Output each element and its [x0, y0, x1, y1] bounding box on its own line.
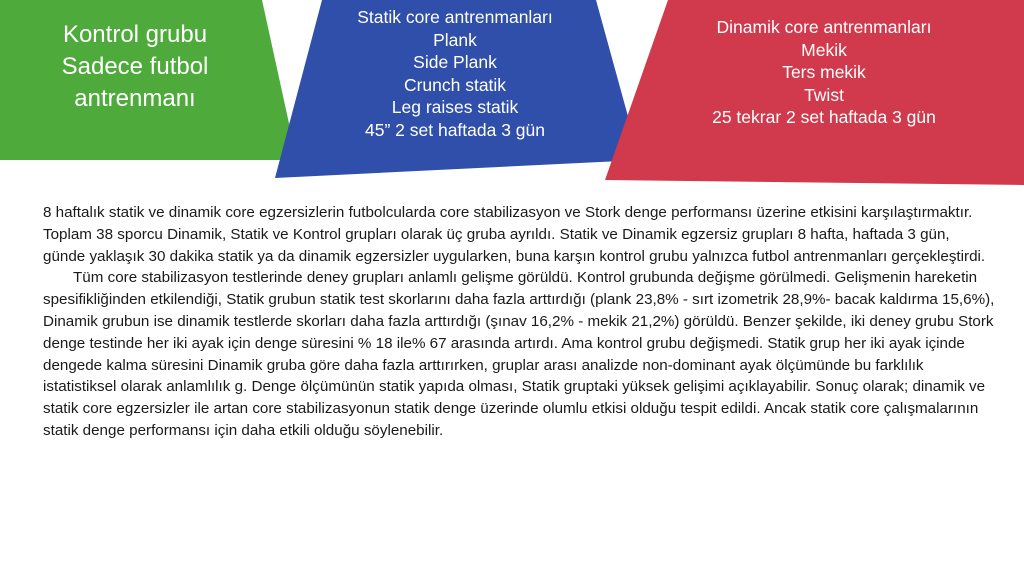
dynamic-group-line: Mekik: [801, 39, 847, 60]
paragraph-2: Tüm core stabilizasyon testlerinde deney grupları anlamlı gelişme görüldü. Kontrol grubunda değişme görülmedi. Gelişmenin hareketin spesifikliğinden etkilendiği, Statik grubun statik test skorlarını daha fazla arttırdığı (plank 23,8% - sırt izometrik 28,9%- bacak kaldırma 15,6%), Dinamik grubun ise dinamik testlerde skorları daha fazla arttırdığı (şınav 16,2% - mekik 21,2%) görüldü. Benzer şekilde, iki deney grubu Stork denge testinde her iki ayak için denge süresini % 18 ile% 67 arasında artırdı. Ama kontrol grubu değişmedi. Statik grup her iki ayak içinde dengede kalma süresini Dinamik gruba göre daha fazla arttırırken, gruplar arası analizde non-dominant ayak ölçümünde bu farklılık istatistiksel olarak anlamlılık g. Denge ölçümünün statik yapıda olması, Statik gruptaki yüksek gelişimi açıklayabilir. Sonuç olarak; dinamik ve statik core egzersizler ile artan core stabilizasyonun statik denge üzerinde olumlu etkisi olduğu tespit edildi. Ancak statik core çalışmalarının statik denge performansı için daha etkili olduğu söylenebilir.: [43, 269, 995, 439]
dynamic-group-line: Ters mekik: [782, 62, 866, 82]
static-group-line: 45” 2 set haftada 3 gün: [365, 119, 545, 140]
dynamic-group-text: [668, 16, 980, 129]
control-group-line: Kontrol grubu: [62, 21, 208, 48]
control-group-line: antrenmanı: [74, 85, 196, 112]
static-group-line: Plank: [433, 29, 477, 50]
dynamic-group-line: 25 tekrar 2 set haftada 3 gün: [712, 107, 936, 127]
static-group-line: Side Plank: [413, 52, 497, 72]
dynamic-group-title: Dinamik core antrenmanları: [716, 17, 932, 37]
static-group-line: Leg raises statik: [391, 97, 519, 117]
body-text: [43, 202, 995, 442]
paragraph-1: 8 haftalık statik ve dinamik core egzersizlerin futbolcularda core stabilizasyon ve Stork denge performansı üzerine etkisini karşılaştırmaktır. Toplam 38 sporcu Dinamik, Statik ve Kontrol grupları olarak üç gruba ayrıldı. Statik ve Dinamik egzersiz grupları 8 hafta, haftada 3 gün, günde yaklaşık 30 dakika statik ya da dinamik egzersizler uygularken, buna karşın kontrol grubu yalnızca futbol antrenmanları gerçekleştirdi.: [43, 204, 986, 265]
dynamic-group-line: Twist: [804, 84, 844, 105]
static-group-text: [316, 6, 594, 141]
control-group-line: Sadece futbol: [61, 53, 209, 80]
static-group-line: Crunch statik: [403, 74, 507, 95]
static-group-title: Statik core antrenmanları: [357, 7, 553, 27]
control-group-text: [10, 19, 260, 115]
